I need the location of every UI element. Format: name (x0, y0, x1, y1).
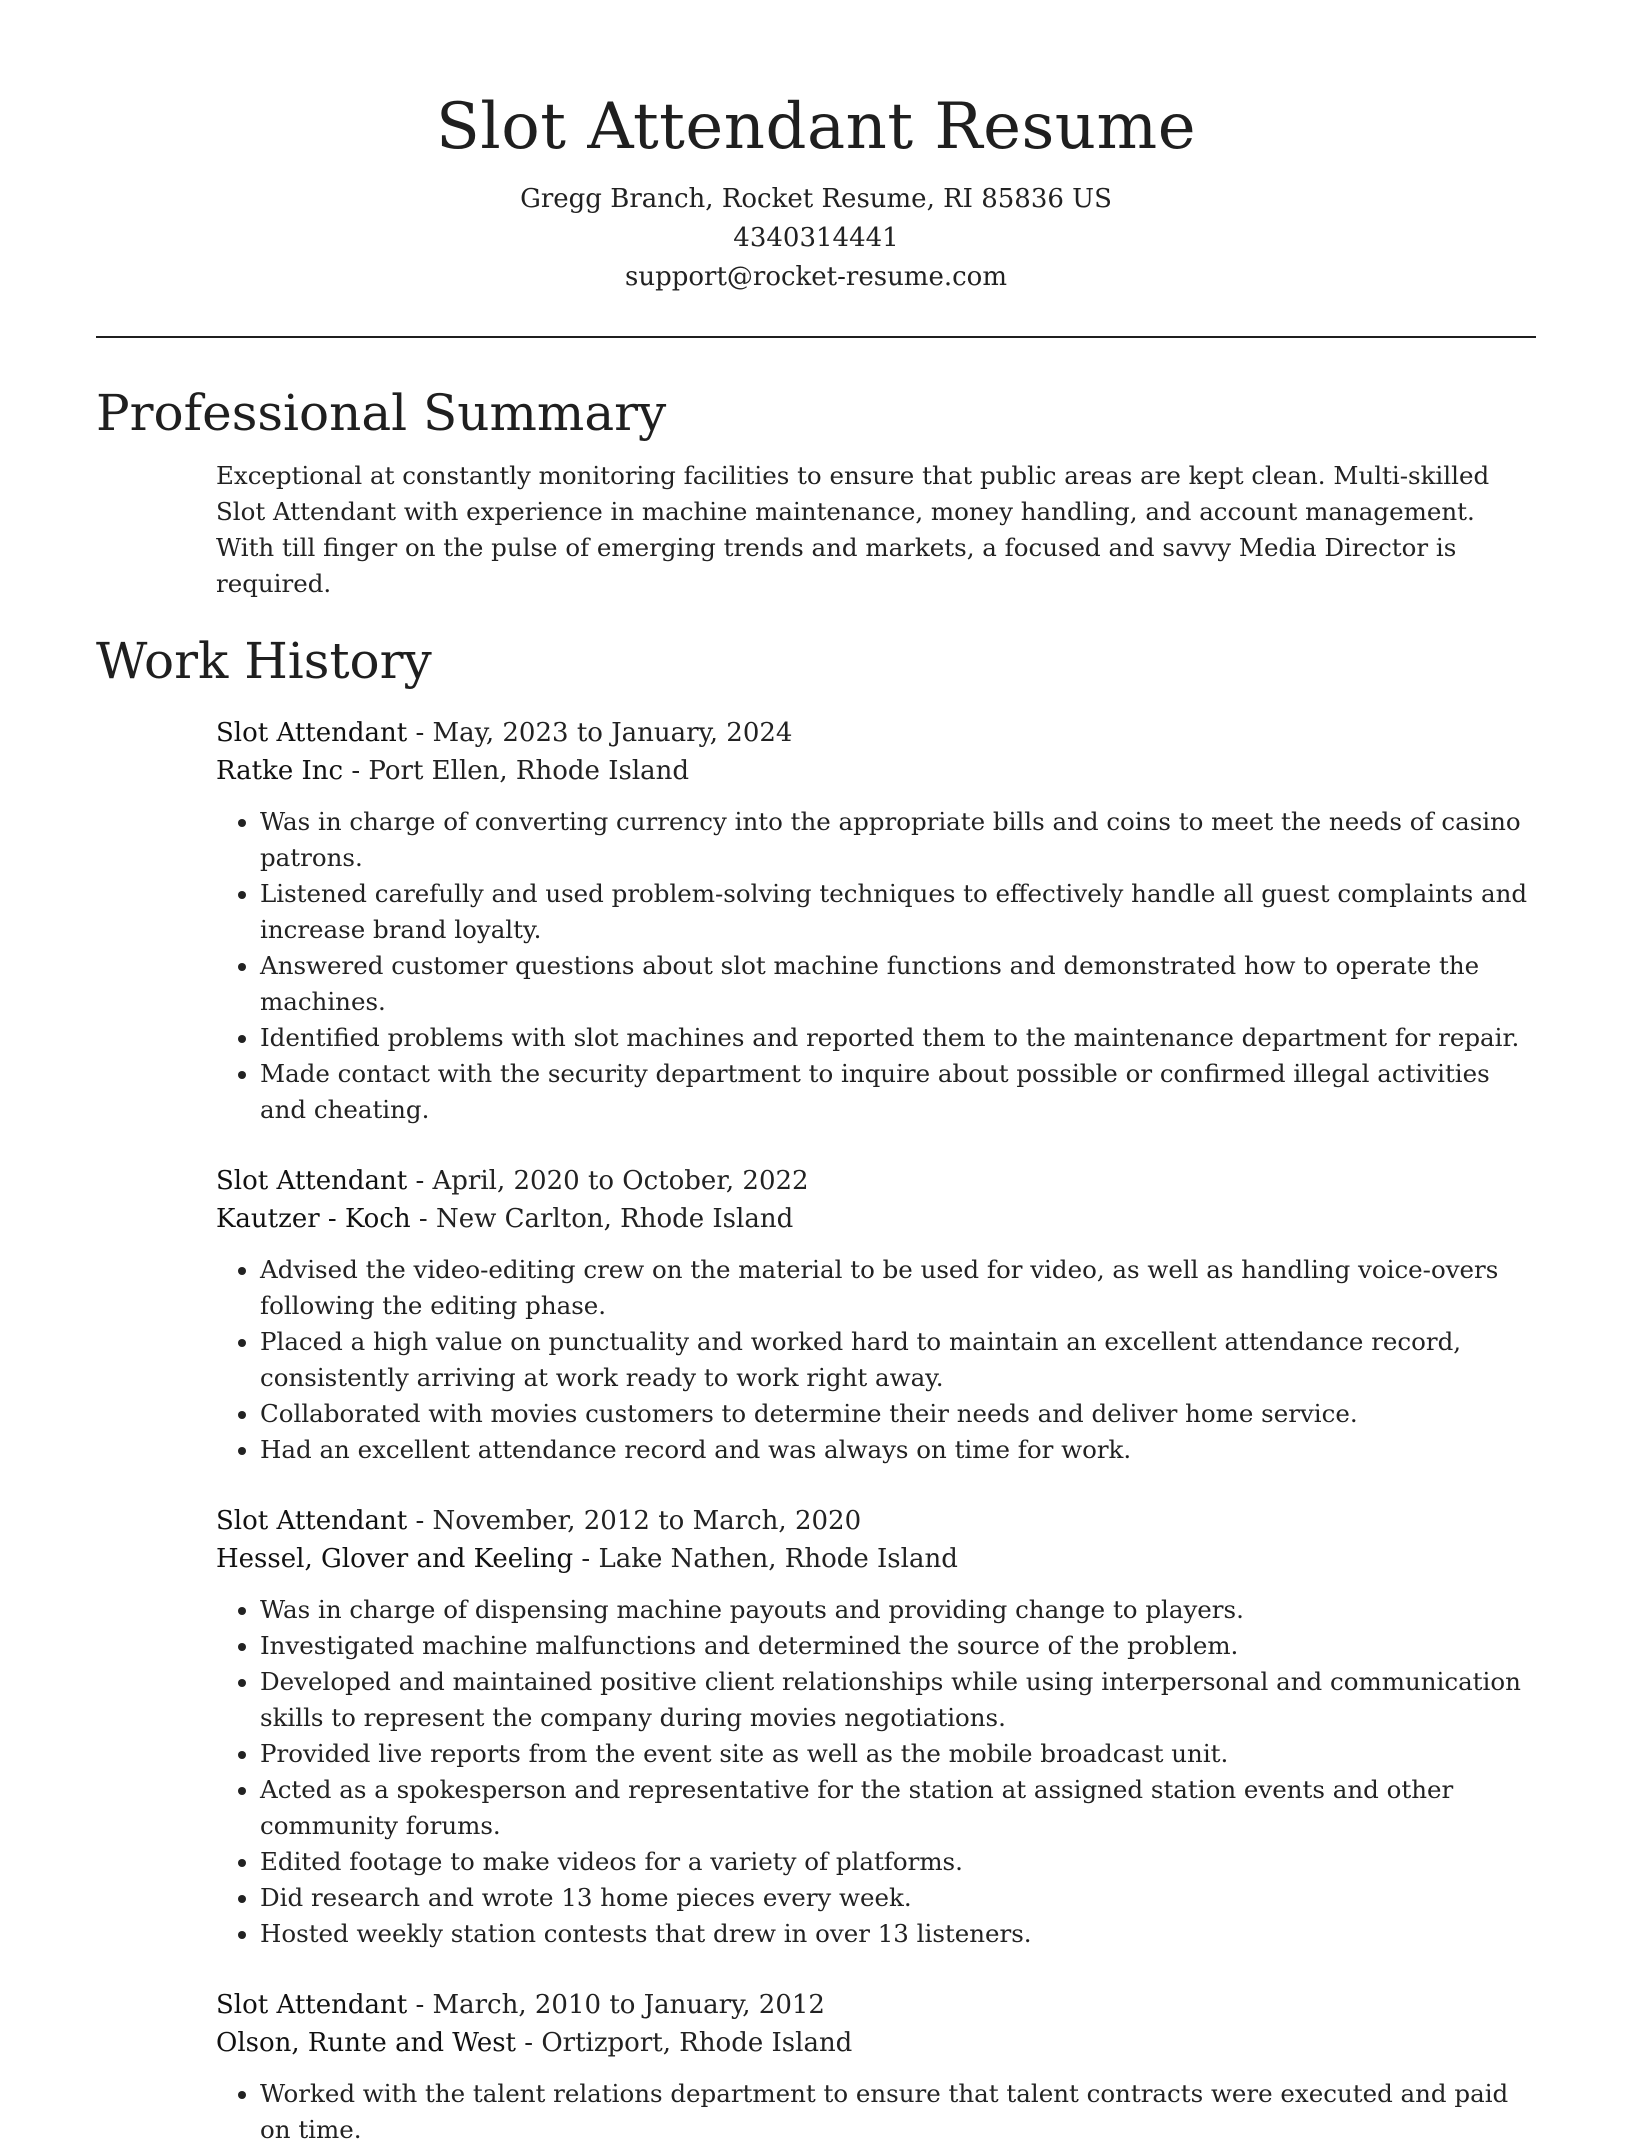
job-title-line (216, 714, 1536, 752)
job-bullet: • Did research and wrote 13 home pieces every week. (260, 1880, 1536, 1916)
job-title: Slot Attendant (216, 1990, 408, 2020)
job-bullet-list (216, 1592, 1536, 1952)
job-company: Ratke Inc (216, 756, 344, 786)
job-entry (216, 1162, 1536, 1468)
job-dates: - March, 2010 to January, 2012 (407, 1990, 825, 2020)
summary-heading: Professional Summary (96, 384, 667, 442)
header-divider (96, 336, 1536, 338)
job-bullet: • Developed and maintained positive client relationships while using interpersonal and communication skills to represent the company during movies negotiations. (260, 1664, 1536, 1736)
job-location: - Port Ellen, Rhode Island (343, 756, 690, 786)
job-bullet: • Hosted weekly station contests that drew in over 13 listeners. (260, 1916, 1536, 1952)
job-title-line (216, 1986, 1536, 2024)
job-company: Hessel, Glover and Keeling (216, 1544, 574, 1574)
job-title: Slot Attendant (216, 1166, 408, 1196)
job-bullet-list (216, 1252, 1536, 1468)
resume-title: Slot Attendant Resume (435, 90, 1197, 164)
job-location: - Lake Nathen, Rhode Island (573, 1544, 958, 1574)
job-location: - New Carlton, Rhode Island (410, 1204, 794, 1234)
job-bullet-list (216, 2076, 1536, 2148)
job-location: - Ortizport, Rhode Island (516, 2028, 853, 2058)
job-company: Kautzer - Koch (216, 1204, 411, 1234)
job-bullet: • Provided live reports from the event site as well as the mobile broadcast unit. (260, 1736, 1536, 1772)
job-dates: - April, 2020 to October, 2022 (407, 1166, 809, 1196)
job-company-line (216, 1200, 1536, 1238)
job-bullet: • Listened carefully and used problem-solving techniques to effectively handle all guest complaints and increase brand loyalty. (260, 876, 1536, 948)
job-title: Slot Attendant (216, 1506, 408, 1536)
job-entry (216, 1502, 1536, 1952)
job-bullet: • Collaborated with movies customers to determine their needs and deliver home service. (260, 1396, 1536, 1432)
job-title-line (216, 1162, 1536, 1200)
job-company: Olson, Runte and West (216, 2028, 517, 2058)
resume-page (96, 0, 1536, 2148)
job-title: Slot Attendant (216, 718, 408, 748)
contact-email: support@rocket-resume.com (624, 262, 1007, 292)
job-bullet: • Edited footage to make videos for a variety of platforms. (260, 1844, 1536, 1880)
job-title-line (216, 1502, 1536, 1540)
job-company-line (216, 752, 1536, 790)
job-dates: - November, 2012 to March, 2020 (407, 1506, 862, 1536)
contact-address: Gregg Branch, Rocket Resume, RI 85836 US (520, 184, 1112, 214)
job-bullet: • Investigated machine malfunctions and determined the source of the problem. (260, 1628, 1536, 1664)
resume-header (96, 0, 1536, 297)
job-bullet: • Was in charge of dispensing machine payouts and providing change to players. (260, 1592, 1536, 1628)
work-history-heading: Work History (96, 632, 432, 690)
summary-text: Exceptional at constantly monitoring facilities to ensure that public areas are kept clean. Multi-skilled Slot Attendant with experience in machine maintenance, money handling, and account management. With till finger on the pulse of emerging trends and markets, a focused and savvy Media Director is required. (216, 461, 1490, 598)
job-bullet: • Was in charge of converting currency into the appropriate bills and coins to meet the needs of casino patrons. (260, 804, 1536, 876)
job-bullet: • Answered customer questions about slot machine functions and demonstrated how to operate the machines. (260, 948, 1536, 1020)
job-bullet: • Worked with the talent relations department to ensure that talent contracts were executed and paid on time. (260, 2076, 1536, 2148)
contact-phone: 4340314441 (733, 223, 899, 253)
job-entry (216, 714, 1536, 1128)
job-bullet: • Placed a high value on punctuality and worked hard to maintain an excellent attendance record, consistently arriving at work ready to work right away. (260, 1324, 1536, 1396)
job-bullet: • Made contact with the security department to inquire about possible or confirmed illegal activities and cheating. (260, 1056, 1536, 1128)
job-bullet-list (216, 804, 1536, 1128)
job-company-line (216, 2024, 1536, 2062)
contact-block (96, 180, 1536, 297)
job-bullet: • Advised the video-editing crew on the material to be used for video, as well as handling voice-overs following the editing phase. (260, 1252, 1536, 1324)
job-dates: - May, 2023 to January, 2024 (407, 718, 793, 748)
job-bullet: • Identified problems with slot machines and reported them to the maintenance department for repair. (260, 1020, 1536, 1056)
job-entry (216, 1986, 1536, 2148)
job-company-line (216, 1540, 1536, 1578)
job-bullet: • Had an excellent attendance record and was always on time for work. (260, 1432, 1536, 1468)
job-bullet: • Acted as a spokesperson and representative for the station at assigned station events and other community forums. (260, 1772, 1536, 1844)
